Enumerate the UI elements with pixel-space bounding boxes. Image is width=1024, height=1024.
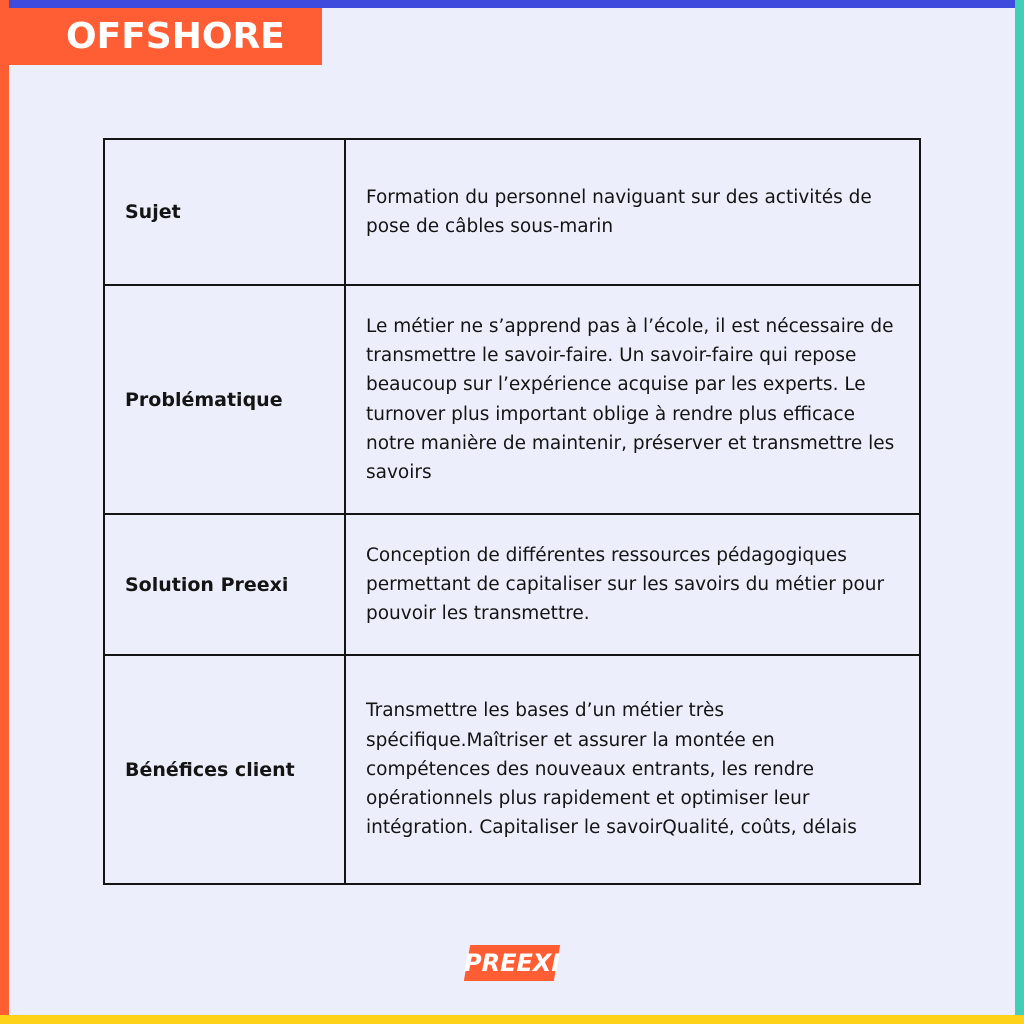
row-value: Transmettre les bases d’un métier très spécifique.Maîtriser et assurer la montée en compétences des nouveaux entrants, les rendre opérationnels plus rapidement et optimiser leur intégration. Capitaliser le savoirQualité, coûts, délais [345,655,920,884]
table-row [104,655,920,884]
right-accent-bar [1015,0,1024,1024]
table-row [104,285,920,514]
left-accent-bar [0,0,9,1024]
bottom-accent-bar [0,1015,1024,1024]
row-value: Le métier ne s’apprend pas à l’école, il est nécessaire de transmettre le savoir-faire. Un savoir-faire qui repose beaucoup sur l’expérience acquise par les experts. Le turnover plus important oblige à rendre plus efficace notre manière de maintenir, préserver et transmettre les savoirs [345,285,920,514]
row-label: Bénéfices client [104,655,345,884]
row-label: Sujet [104,139,345,285]
row-label: Solution Preexi [104,514,345,655]
logo-text: PREEXI [463,949,561,977]
info-table [103,138,921,885]
table-row [104,514,920,655]
preexi-logo [464,945,560,981]
title-banner [0,8,322,65]
row-label: Problématique [104,285,345,514]
table-row [104,139,920,285]
page-title: OFFSHORE [66,16,285,57]
top-accent-bar [0,0,1024,8]
row-value: Formation du personnel naviguant sur des activités de pose de câbles sous-marin [345,139,920,285]
row-value: Conception de différentes ressources pédagogiques permettant de capitaliser sur les savoirs du métier pour pouvoir les transmettre. [345,514,920,655]
